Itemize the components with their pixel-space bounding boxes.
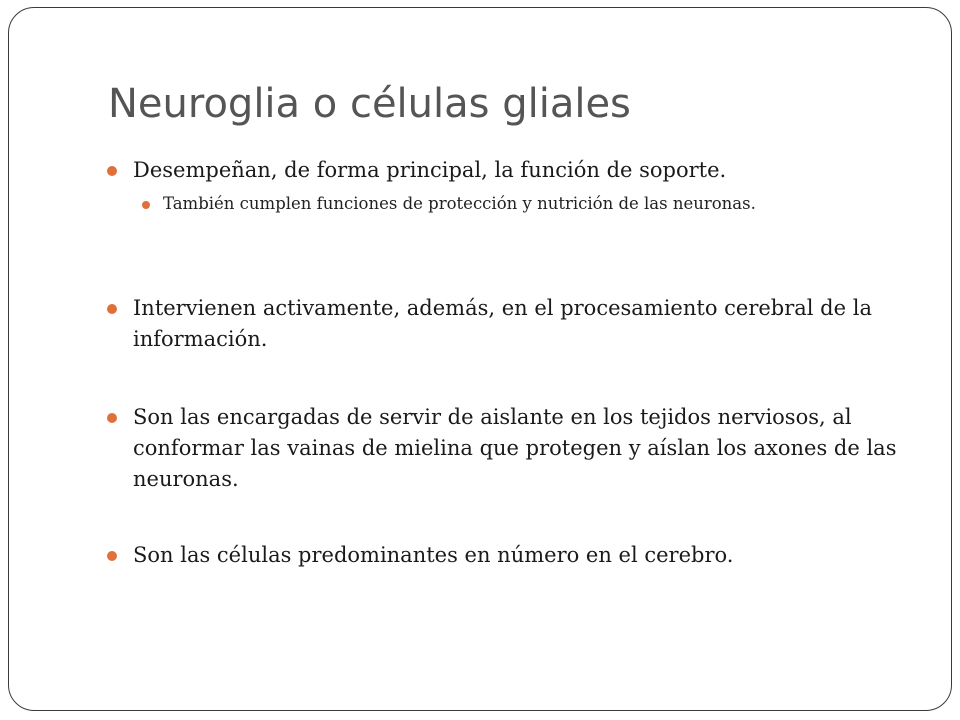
bullet-dot-icon [107, 551, 117, 561]
sub-bullet-text: También cumplen funciones de protección y nutrición de las neuronas. [163, 194, 756, 213]
bullet-text: Intervienen activamente, además, en el procesamiento cerebral de la información. [133, 296, 872, 351]
bullet-item [133, 402, 903, 495]
bullet-dot-icon [107, 413, 117, 423]
bullet-item [133, 293, 903, 355]
bullet-item [133, 155, 903, 186]
bullet-dot-icon [107, 166, 117, 176]
slide-title: Neuroglia o células gliales [108, 81, 631, 127]
bullet-text: Son las encargadas de servir de aislante en los tejidos nerviosos, al conformar las vainas de mielina que protegen y aíslan los axones de las neuronas. [133, 405, 897, 491]
bullet-text: Son las células predominantes en número en el cerebro. [133, 543, 734, 567]
bullet-item [133, 540, 903, 571]
bullet-dot-icon [107, 304, 117, 314]
sub-bullet-item [163, 193, 863, 215]
bullet-text: Desempeñan, de forma principal, la función de soporte. [133, 158, 727, 182]
bullet-dot-icon [142, 201, 150, 209]
